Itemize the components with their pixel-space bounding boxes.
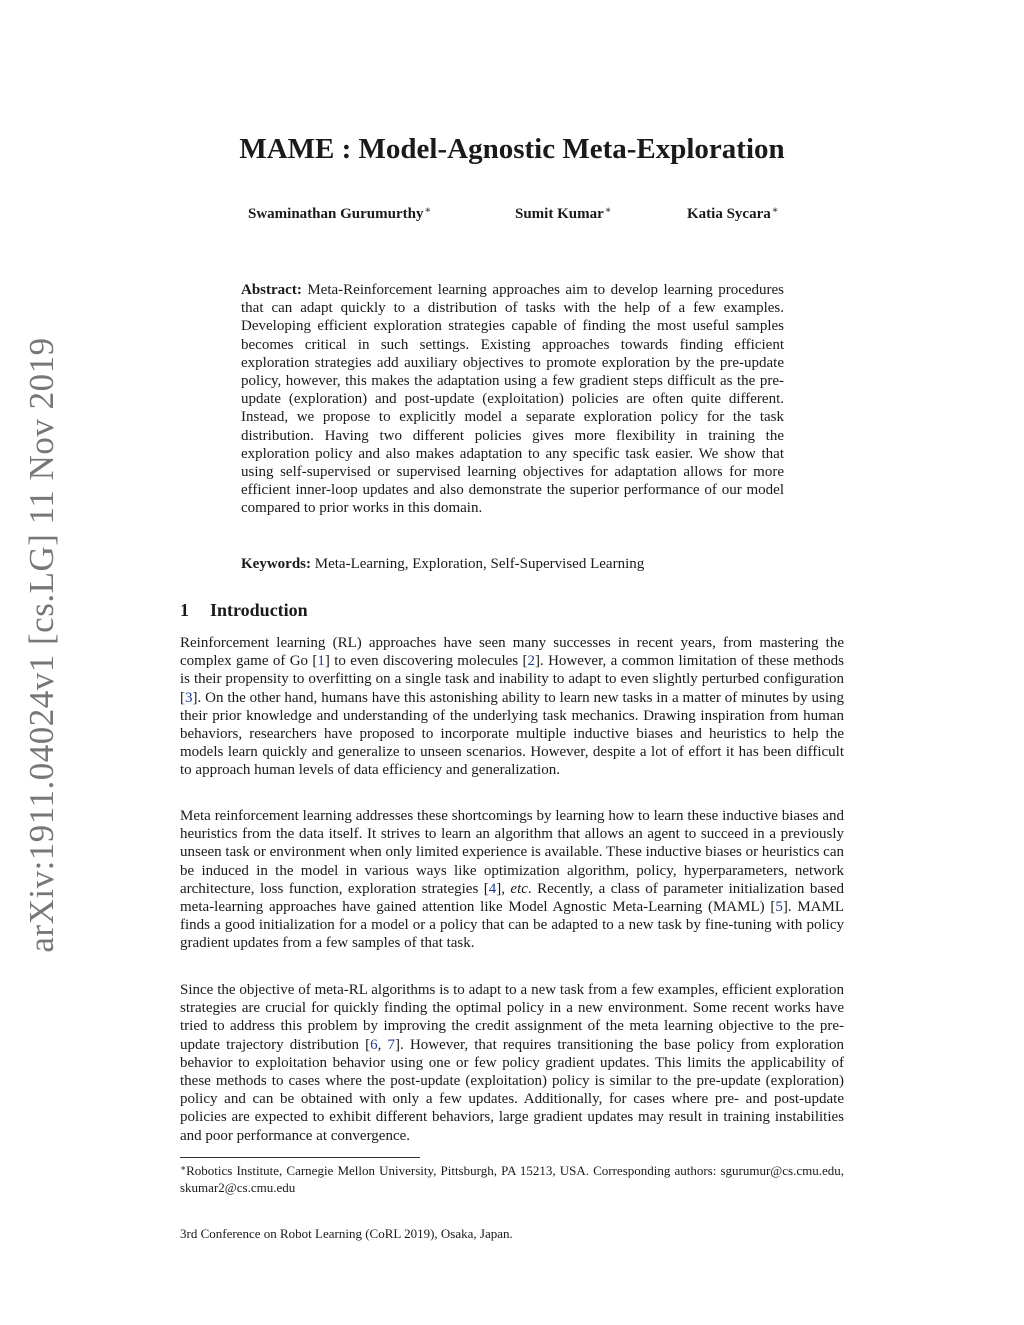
conference-note: 3rd Conference on Robot Learning (CoRL 2019), Osaka, Japan.: [180, 1226, 513, 1241]
citation-link[interactable]: 7: [387, 1036, 396, 1053]
footnote: [180, 1160, 844, 1196]
abstract-label: Abstract:: [241, 282, 302, 298]
etc-abbreviation: etc: [510, 880, 528, 897]
arxiv-identifier: arXiv:1911.04024v1 [cs.LG] 11 Nov 2019: [22, 337, 61, 953]
paragraph-text: ]. MAML finds a good initialization for a model or a policy that can be adapted to a new task by fine-tuning with policy gradient updates from a few samples of that task.: [180, 899, 844, 952]
author-3: [687, 205, 779, 223]
citation-link[interactable]: 2: [527, 653, 535, 670]
keywords-text: Meta-Learning, Exploration, Self-Supervised Learning: [314, 556, 645, 572]
intro-paragraph-1: [180, 634, 844, 780]
intro-paragraph-2: [180, 807, 844, 953]
paper-title: MAME : Model-Agnostic Meta-Exploration: [239, 133, 785, 165]
paragraph-text: ]. However, that requires transitioning the base policy from exploration behavior to exploitation behavior using one or few policy gradient updates. This limits the applicability of these methods to cases where the post-update (exploitation) policy is similar to the pre-update (exploration) policy and can be obtained with only a few updates. Additionally, for cases where pre- and post-update policies are expected to exhibit different behaviors, large gradient updates may result in training instabilities and poor performance at convergence.: [180, 1036, 844, 1144]
section-title: Introduction: [210, 600, 308, 620]
citation-link[interactable]: 5: [775, 899, 783, 916]
paragraph-text: . Recently, a class of parameter initialization based meta-learning approaches have gained attention like Model Agnostic Meta-Learning (MAML) [: [180, 880, 844, 916]
author-name: Katia Sycara: [687, 206, 771, 222]
paragraph-text: ]. However, a common limitation of these methods is their propensity to overfitting on a single task and inability to adapt to even slightly perturbed configuration [: [180, 653, 844, 706]
author-2: [515, 205, 612, 223]
paragraph-text: ]. On the other hand, humans have this astonishing ability to learn new tasks in a matter of minutes by using their prior knowledge and understanding of the underlying task mechanics. Drawing inspiration from human behaviors, researchers have proposed to incorporate multiple inductive biases and heuristics to help the models learn quickly and generalize to unseen scenarios. However, despite a lot of effort it has been difficult to approach human levels of data efficiency and generalization.: [180, 689, 844, 779]
affiliation-mark: ∗: [424, 205, 432, 216]
author-1: [248, 205, 431, 223]
abstract-text: Meta-Reinforcement learning approaches aim to develop learning procedures that can adapt quickly to a distribution of tasks with the help of a few examples. Developing efficient exploration strategies capable of finding the most useful samples becomes critical in such settings. Existing approaches towards finding efficient exploration strategies add auxiliary objectives to promote exploration by the pre-update policy, however, this makes the adaptation using a few gradient steps difficult as the pre-update (exploration) and post-update (exploitation) policies are often quite different. Instead, we propose to explicitly model a separate exploration policy for the task distribution. Having two different policies gives more flexibility in training the exploration policy and also makes adaptation to any specific task easier. We show that using self-supervised or supervised learning objectives for adaptation allows for more efficient inner-loop updates and also demonstrate the superior performance of our model compared to prior works in this domain.: [241, 282, 784, 517]
abstract: [241, 281, 784, 518]
affiliation-mark: ∗: [771, 205, 779, 216]
paragraph-text: Reinforcement learning (RL) approaches have seen many successes in recent years, from mastering the complex game of Go [: [180, 635, 844, 670]
intro-paragraph-3: [180, 981, 844, 1145]
keywords-label: Keywords:: [241, 556, 311, 572]
author-list: [0, 205, 1024, 229]
section-heading: [180, 600, 308, 621]
citation-link[interactable]: 3: [185, 689, 193, 706]
author-name: Sumit Kumar: [515, 206, 604, 222]
keywords: [241, 555, 784, 573]
citation-separator: ,: [377, 1036, 388, 1053]
citation-link[interactable]: 4: [488, 880, 497, 897]
paragraph-text: ],: [496, 880, 511, 897]
citation-link[interactable]: 6: [370, 1036, 378, 1053]
author-name: Swaminathan Gurumurthy: [248, 206, 424, 222]
section-number: 1: [180, 600, 189, 620]
footnote-rule: [180, 1157, 420, 1158]
footnote-mark: ∗: [180, 1163, 187, 1173]
citation-link[interactable]: 1: [317, 653, 325, 670]
paragraph-text: Meta reinforcement learning addresses these shortcomings by learning how to learn these inductive biases and heuristics from the data itself. It strives to learn an algorithm that allows an agent to succeed in a previously unseen task or environment when only limited experience is available. These inductive biases or heuristics can be induced in the model in various ways like optimization algorithm, policy, hyperparameters, network architecture, loss function, exploration strategies [: [180, 808, 844, 897]
paragraph-text: ] to even discovering molecules [: [324, 653, 528, 670]
paragraph-text: Since the objective of meta-RL algorithms is to adapt to a new task from a few examples, efficient exploration strategies are crucial for quickly finding the optimal policy in a new environment. Some recent works have tried to address this problem by improving the credit assignment of the meta learning objective to the pre-update trajectory distribution [: [180, 982, 844, 1053]
affiliation-mark: ∗: [604, 205, 612, 216]
footnote-text: Robotics Institute, Carnegie Mellon University, Pittsburgh, PA 15213, USA. Corresponding authors: sgurumur@cs.cmu.edu, skumar2@cs.cmu.edu: [180, 1163, 844, 1195]
